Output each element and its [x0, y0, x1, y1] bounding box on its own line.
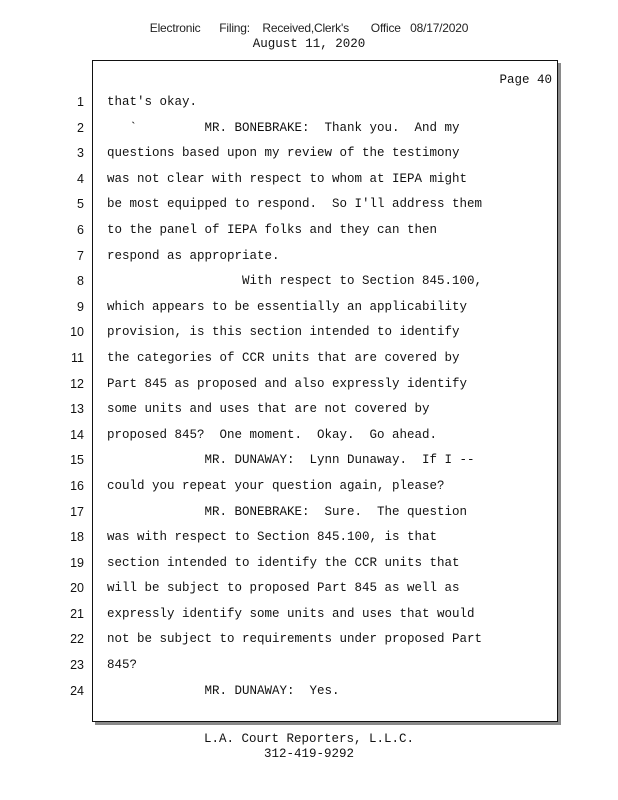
transcript-line	[0, 273, 618, 299]
line-number: 7	[77, 248, 84, 263]
transcript-line	[0, 222, 618, 248]
line-number: 22	[70, 632, 84, 647]
hearing-date: August 11, 2020	[252, 37, 366, 51]
transcript-line	[0, 120, 618, 146]
transcript-line	[0, 631, 618, 657]
line-text: could you repeat your question again, please?	[107, 478, 445, 493]
line-number: 4	[77, 171, 84, 186]
line-text: With respect to Section 845.100,	[107, 274, 483, 289]
transcript-line	[0, 324, 618, 350]
transcript-line	[0, 504, 618, 530]
line-text: 845?	[107, 658, 138, 673]
transcript-line	[0, 657, 618, 683]
transcript-line	[0, 427, 618, 453]
line-text: some units and uses that are not covered by	[107, 402, 430, 417]
transcript-line	[0, 145, 618, 171]
line-number: 11	[71, 350, 84, 365]
line-number: 10	[70, 325, 84, 340]
line-number: 17	[70, 504, 84, 519]
line-number: 18	[70, 530, 84, 545]
line-number: 2	[77, 120, 84, 135]
reporter-footer	[0, 732, 618, 762]
line-text: ` MR. BONEBRAKE: Thank you. And my	[107, 120, 460, 135]
line-number: 19	[70, 555, 84, 570]
line-text: MR. DUNAWAY: Lynn Dunaway. If I --	[107, 453, 475, 468]
reporter-name: L.A. Court Reporters, L.L.C.	[203, 732, 415, 746]
line-number: 24	[70, 683, 84, 698]
line-text: the categories of CCR units that are covered by	[107, 350, 460, 365]
transcript-line	[0, 299, 618, 325]
line-number: 16	[70, 478, 84, 493]
line-text: that's okay.	[107, 95, 198, 109]
transcript-line	[0, 376, 618, 402]
line-text: proposed 845? One moment. Okay. Go ahead.	[107, 427, 438, 442]
line-text: questions based upon my review of the testimony	[107, 146, 460, 161]
line-text: will be subject to proposed Part 845 as well as	[107, 581, 460, 596]
transcript-line	[0, 606, 618, 632]
line-number: 21	[70, 606, 84, 621]
line-number: 5	[77, 197, 84, 212]
line-number: 12	[70, 376, 84, 391]
line-text: MR. BONEBRAKE: Sure. The question	[107, 504, 468, 519]
line-text: Part 845 as proposed and also expressly identify	[107, 376, 468, 391]
page-number: Page 40	[499, 73, 552, 87]
transcript-line	[0, 350, 618, 376]
line-text: which appears to be essentially an applicability	[107, 299, 468, 314]
line-number: 15	[70, 453, 84, 468]
line-text: respond as appropriate.	[107, 248, 280, 263]
line-text: was with respect to Section 845.100, is that	[107, 530, 438, 545]
line-number: 14	[70, 427, 84, 442]
transcript-line	[0, 683, 618, 709]
transcript-line	[0, 401, 618, 427]
line-text: section intended to identify the CCR units that	[107, 555, 460, 570]
line-number: 8	[77, 274, 84, 289]
line-text: MR. DUNAWAY: Yes.	[107, 683, 340, 698]
transcript-line	[0, 555, 618, 581]
transcript-line	[0, 580, 618, 606]
reporter-phone: 312-419-9292	[263, 747, 354, 761]
line-number: 1	[77, 95, 84, 109]
line-number: 23	[70, 658, 84, 673]
transcript-line	[0, 171, 618, 197]
line-text: expressly identify some units and uses that would	[107, 606, 475, 621]
line-number: 9	[77, 299, 84, 314]
line-number: 3	[77, 146, 84, 161]
line-text: be most equipped to respond. So I'll address them	[107, 197, 483, 212]
transcript-line	[0, 248, 618, 274]
transcript-line	[0, 478, 618, 504]
line-text: not be subject to requirements under proposed Part	[107, 632, 483, 647]
line-text: provision, is this section intended to identify	[107, 325, 460, 340]
line-text: to the panel of IEPA folks and they can then	[107, 222, 438, 237]
line-number: 20	[70, 581, 84, 596]
transcript-line	[0, 196, 618, 222]
line-number: 6	[77, 222, 84, 237]
transcript-lines	[0, 94, 618, 708]
transcript-line	[0, 94, 618, 120]
transcript-line	[0, 452, 618, 478]
transcript-line	[0, 529, 618, 555]
line-text: was not clear with respect to whom at IEPA might	[107, 171, 468, 186]
line-number: 13	[70, 402, 84, 417]
filing-stamp: Electronic Filing: Received,Clerk's Office 08/17/2020	[149, 21, 469, 35]
